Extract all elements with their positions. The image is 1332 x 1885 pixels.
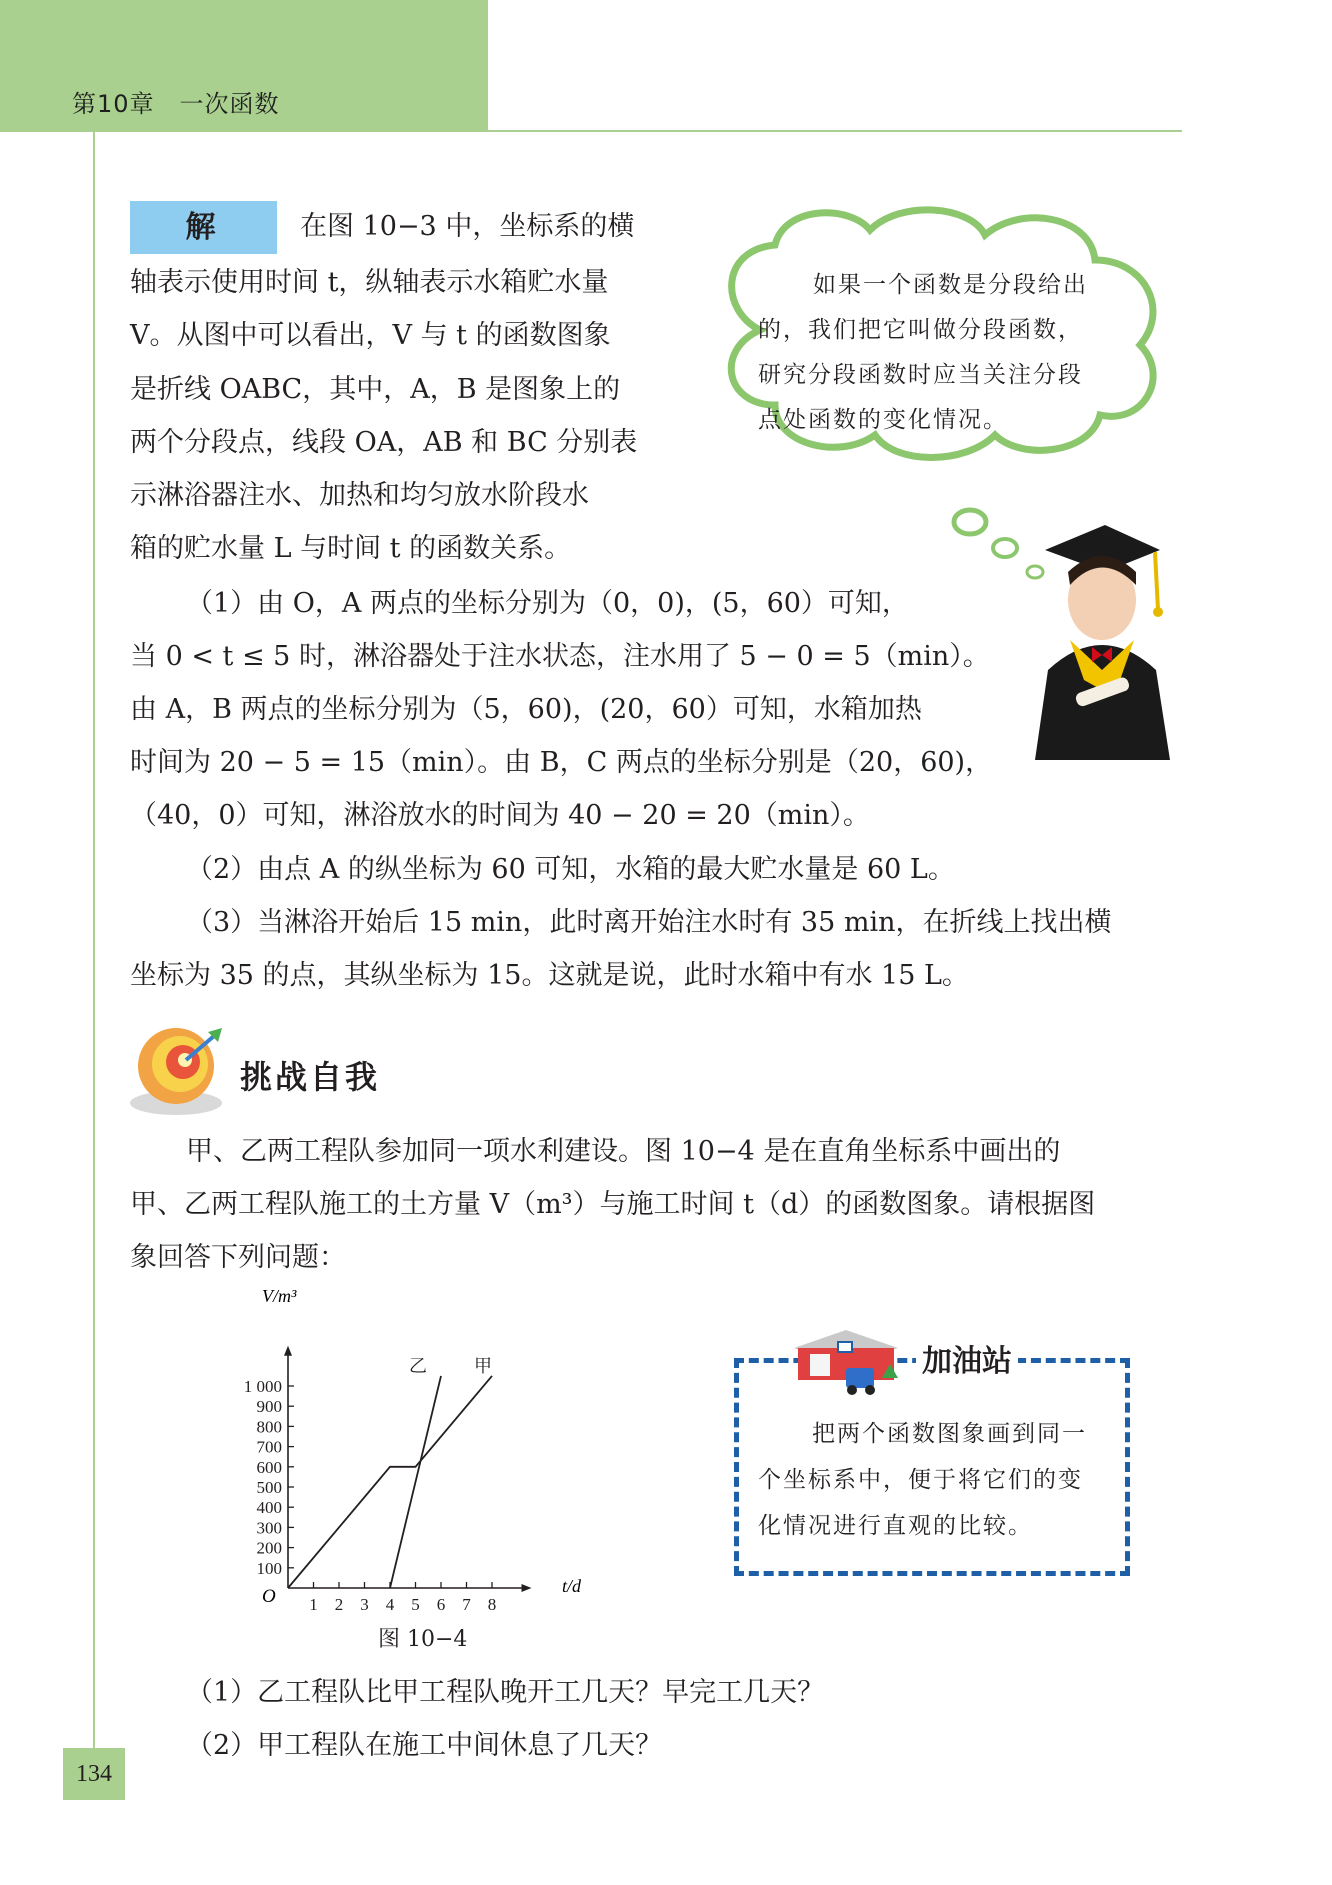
cloud-text-line: 如果一个函数是分段给出 [813, 272, 1088, 298]
solution-line: 示淋浴器注水、加热和均匀放水阶段水 [130, 480, 589, 511]
x-tick-label: 6 [436, 1595, 446, 1614]
solution-line: （40，0）可知，淋浴放水的时间为 40 − 20 = 20（min）。 [130, 800, 870, 831]
y-tick-label: 600 [256, 1457, 282, 1477]
y-tick-label: 100 [256, 1558, 282, 1578]
series-line-乙 [390, 1376, 441, 1588]
page-number: 134 [63, 1748, 125, 1800]
chapter-title: 第10章 一次函数 [72, 90, 280, 118]
question-line: （2）甲工程队在施工中间休息了几天？ [186, 1730, 663, 1761]
x-tick-label: 7 [462, 1595, 471, 1614]
student-graduate-icon [1035, 525, 1170, 760]
y-tick-label: 300 [256, 1518, 282, 1538]
y-tick-label: 1 000 [243, 1377, 282, 1396]
header-divider [0, 130, 1182, 132]
solution-line: （1）由 O，A 两点的坐标分别为（0，0)，(5，60）可知， [186, 588, 909, 619]
target-icon [128, 1018, 238, 1118]
series-label-乙: 乙 [409, 1355, 427, 1377]
x-axis-label: t/d [562, 1576, 582, 1596]
y-tick-label: 400 [256, 1498, 282, 1518]
series-line-甲 [288, 1376, 492, 1588]
solution-line: 是折线 OABC，其中，A，B 是图象上的 [130, 374, 621, 405]
solution-line: （3）当淋浴开始后 15 min，此时离开始注水时有 35 min，在折线上找出横 [186, 907, 1112, 938]
y-tick-label: 500 [256, 1478, 282, 1497]
challenge-line: 象回答下列问题： [130, 1242, 346, 1273]
x-tick-label: 1 [309, 1595, 318, 1614]
tip-text-line: 化情况进行直观的比较。 [758, 1513, 1033, 1539]
tip-text-line: 把两个函数图象画到同一 [812, 1421, 1087, 1447]
x-axis-arrow [522, 1584, 532, 1592]
x-tick-label: 8 [487, 1595, 497, 1614]
figure-caption: 图 10−4 [378, 1627, 468, 1652]
solution-line: 两个分段点，线段 OA，AB 和 BC 分别表 [130, 427, 638, 458]
x-tick-label: 2 [334, 1595, 344, 1614]
chart-axes [284, 1346, 532, 1592]
solution-line: 当 0 < t ≤ 5 时，淋浴器处于注水状态，注水用了 5 − 0 = 5（min）。 [130, 641, 990, 672]
x-tick-label: 5 [411, 1595, 420, 1614]
challenge-title: 挑战自我 [240, 1058, 381, 1096]
solution-line: 在图 10−3 中，坐标系的横 [300, 211, 635, 242]
series-label-甲: 甲 [474, 1355, 492, 1377]
tip-text-line: 个坐标系中，便于将它们的变 [758, 1467, 1083, 1493]
chart-ticks [244, 1377, 497, 1614]
solution-tag: 解 [130, 201, 277, 254]
solution-line: 由 A，B 两点的坐标分别为（5，60)，(20，60）可知，水箱加热 [130, 694, 922, 725]
margin-divider [93, 131, 95, 1751]
x-tick-label: 3 [360, 1595, 369, 1614]
challenge-line: 甲、乙两工程队施工的土方量 V（m³）与施工时间 t（d）的函数图象。请根据图 [130, 1189, 1096, 1220]
solution-line: 轴表示使用时间 t，纵轴表示水箱贮水量 [130, 267, 609, 298]
y-tick-label: 200 [256, 1538, 282, 1558]
solution-line: 坐标为 35 的点，其纵坐标为 15。这就是说，此时水箱中有水 15 L。 [130, 960, 969, 991]
solution-line: 箱的贮水量 L 与时间 t 的函数关系。 [130, 533, 572, 564]
cloud-text-line: 研究分段函数时应当关注分段 [758, 362, 1083, 388]
solution-line: V。从图中可以看出，V 与 t 的函数图象 [130, 320, 611, 351]
challenge-line: 甲、乙两工程队参加同一项水利建设。图 10−4 是在直角坐标系中画出的 [186, 1136, 1061, 1167]
y-tick-label: 800 [256, 1417, 282, 1437]
chart-series [288, 1356, 492, 1588]
y-tick-label: 700 [256, 1437, 282, 1457]
gas-station-icon [786, 1318, 906, 1400]
solution-line: （2）由点 A 的纵坐标为 60 可知，水箱的最大贮水量是 60 L。 [186, 854, 955, 885]
cloud-text-line: 的，我们把它叫做分段函数， [758, 317, 1083, 343]
question-line: （1）乙工程队比甲工程队晚开工几天？早完工几天？ [186, 1677, 825, 1708]
y-axis-arrow [284, 1346, 292, 1356]
cloud-text-line: 点处函数的变化情况。 [758, 407, 1008, 433]
solution-line: 时间为 20 − 5 = 15（min）。由 B，C 两点的坐标分别是（20，60)， [130, 747, 993, 778]
function-graph-chart [210, 1284, 610, 1614]
tip-box-title: 加油站 [916, 1336, 1018, 1380]
origin-label: O [262, 1586, 276, 1607]
x-tick-label: 4 [385, 1595, 395, 1614]
y-axis-label: V/m³ [262, 1286, 297, 1306]
y-tick-label: 900 [256, 1397, 282, 1417]
